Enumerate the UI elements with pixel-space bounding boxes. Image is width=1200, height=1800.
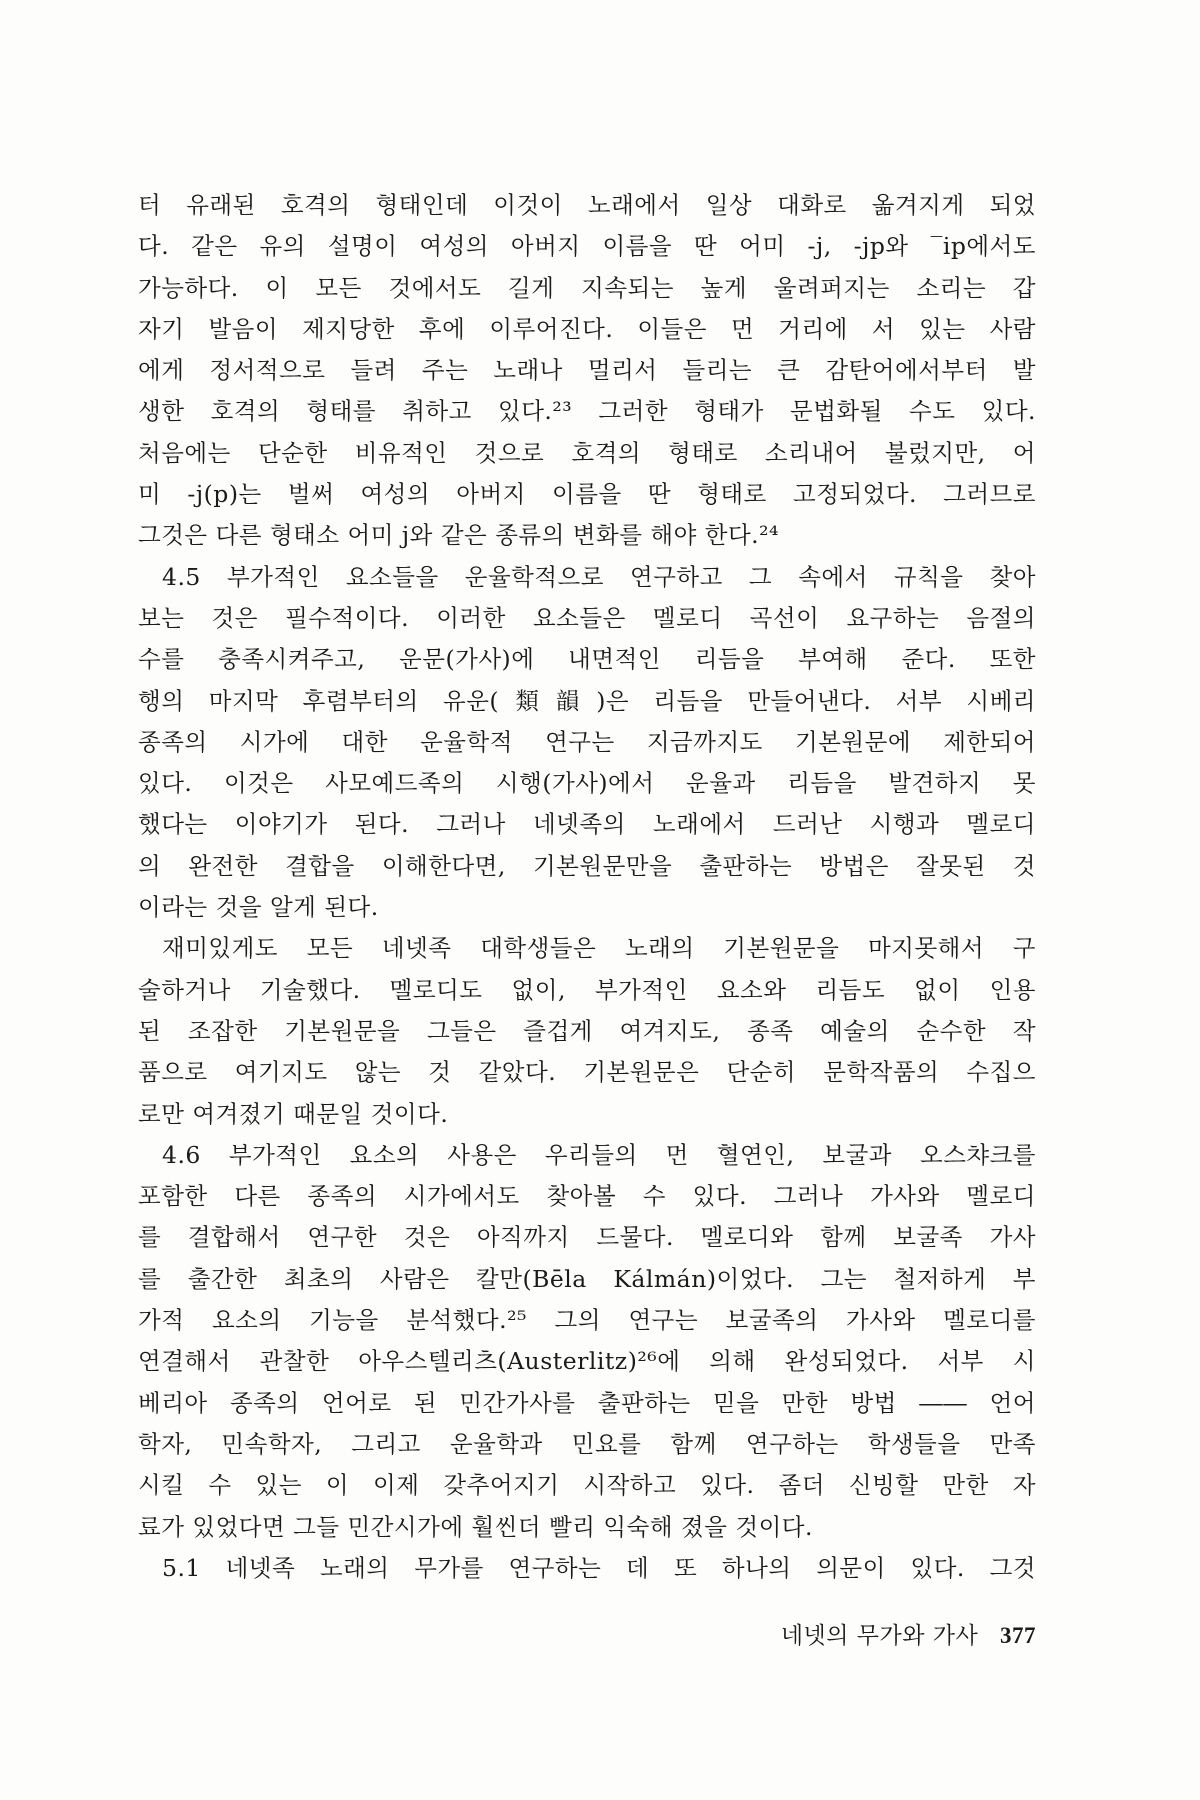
text-line: 이라는 것을 알게 된다. — [138, 893, 379, 922]
text-line: 베리아 종족의 언어로 된 민간가사를 출판하는 믿을 만한 방법 ―― 언어 — [138, 1388, 1036, 1417]
text-line: 그것은 다른 형태소 어미 j와 같은 종류의 변화를 해야 한다.²⁴ — [138, 521, 779, 550]
text-line: 미 -j(p)는 벌써 여성의 아버지 이름을 딴 형태로 고정되었다. 그러므로 — [138, 480, 1036, 509]
text-line: 품으로 여기지도 않는 것 같았다. 기본원문은 단순히 문학작품의 수집으 — [138, 1058, 1036, 1087]
text-line: 시킬 수 있는 이 이제 갖추어지기 시작하고 있다. 좀더 신빙할 만한 자 — [138, 1471, 1036, 1500]
text-line: 가능하다. 이 모든 것에서도 길게 지속되는 높게 울려퍼지는 소리는 갑 — [138, 273, 1036, 302]
text-line: 5.1 네넷족 노래의 무가를 연구하는 데 또 하나의 의문이 있다. 그것 — [162, 1553, 1036, 1582]
text-line: 생한 호격의 형태를 취하고 있다.²³ 그러한 형태가 문법화될 수도 있다. — [138, 397, 1036, 426]
text-line: 의 완전한 결합을 이해한다면, 기본원문만을 출판하는 방법은 잘못된 것 — [138, 851, 1036, 880]
text-line: 터 유래된 호격의 형태인데 이것이 노래에서 일상 대화로 옮겨지게 되었 — [138, 191, 1036, 219]
text-line: 학자, 민속학자, 그리고 운율학과 민요를 함께 연구하는 학생들을 만족 — [138, 1429, 1036, 1458]
text-line: 료가 있었다면 그들 민간시가에 훨씬더 빨리 익숙해 졌을 것이다. — [138, 1512, 813, 1541]
text-line: 보는 것은 필수적이다. 이러한 요소들은 멜로디 곡선이 요구하는 음절의 — [138, 603, 1036, 632]
body-text — [138, 185, 1036, 1589]
text-line: 4.6 부가적인 요소의 사용은 우리들의 먼 혈연인, 보굴과 오스챠크를 — [162, 1140, 1036, 1169]
running-title: 네넷의 무가와 가사 — [780, 1623, 979, 1649]
page-footer — [700, 1617, 1036, 1650]
text-line: 연결해서 관찰한 아우스텔리츠(Austerlitz)²⁶에 의해 완성되었다. 서부 시 — [138, 1347, 1036, 1376]
text-line: 된 조잡한 기본원문을 그들은 즐겁게 여겨지도, 종족 예술의 순수한 작 — [138, 1016, 1036, 1045]
page-number: 377 — [1000, 1623, 1036, 1648]
text-line: 자기 발음이 제지당한 후에 이루어진다. 이들은 먼 거리에 서 있는 사람 — [138, 314, 1036, 343]
text-line: 수를 충족시켜주고, 운문(가사)에 내면적인 리듬을 부여해 준다. 또한 — [138, 645, 1036, 674]
text-line: 를 출간한 최초의 사람은 칼만(Bēla Kálmán)이었다. 그는 철저하게 부 — [138, 1264, 1036, 1293]
text-line: 있다. 이것은 사모예드족의 시행(가사)에서 운율과 리듬을 발견하지 못 — [138, 769, 1036, 798]
text-line: 재미있게도 모든 네넷족 대학생들은 노래의 기본원문을 마지못해서 구 — [162, 934, 1036, 963]
text-line: 포함한 다른 종족의 시가에서도 찾아볼 수 있다. 그러나 가사와 멜로디 — [138, 1182, 1036, 1211]
text-line: 로만 여겨졌기 때문일 것이다. — [138, 1099, 449, 1128]
text-line: 다. 같은 유의 설명이 여성의 아버지 이름을 딴 어미 -j, -jp와 ‾ip에서도 — [138, 232, 1036, 261]
text-line: 를 결합해서 연구한 것은 아직까지 드물다. 멜로디와 함께 보굴족 가사 — [138, 1223, 1036, 1252]
text-line: 가적 요소의 기능을 분석했다.²⁵ 그의 연구는 보굴족의 가사와 멜로디를 — [138, 1306, 1036, 1335]
text-line: 했다는 이야기가 된다. 그러나 네넷족의 노래에서 드러난 시행과 멜로디 — [138, 810, 1036, 839]
text-line: 4.5 부가적인 요소들을 운율학적으로 연구하고 그 속에서 규칙을 찾아 — [162, 562, 1036, 591]
text-line: 처음에는 단순한 비유적인 것으로 호격의 형태로 소리내어 불렀지만, 어 — [138, 438, 1036, 467]
text-line: 술하거나 기술했다. 멜로디도 없이, 부가적인 요소와 리듬도 없이 인용 — [138, 975, 1036, 1004]
text-line: 행의 마지막 후렴부터의 유운(類韻)은 리듬을 만들어낸다. 서부 시베리 — [138, 686, 1036, 715]
text-line: 에게 정서적으로 들려 주는 노래나 멀리서 들리는 큰 감탄어에서부터 발 — [138, 356, 1036, 385]
text-line: 종족의 시가에 대한 운율학적 연구는 지금까지도 기본원문에 제한되어 — [138, 727, 1036, 756]
